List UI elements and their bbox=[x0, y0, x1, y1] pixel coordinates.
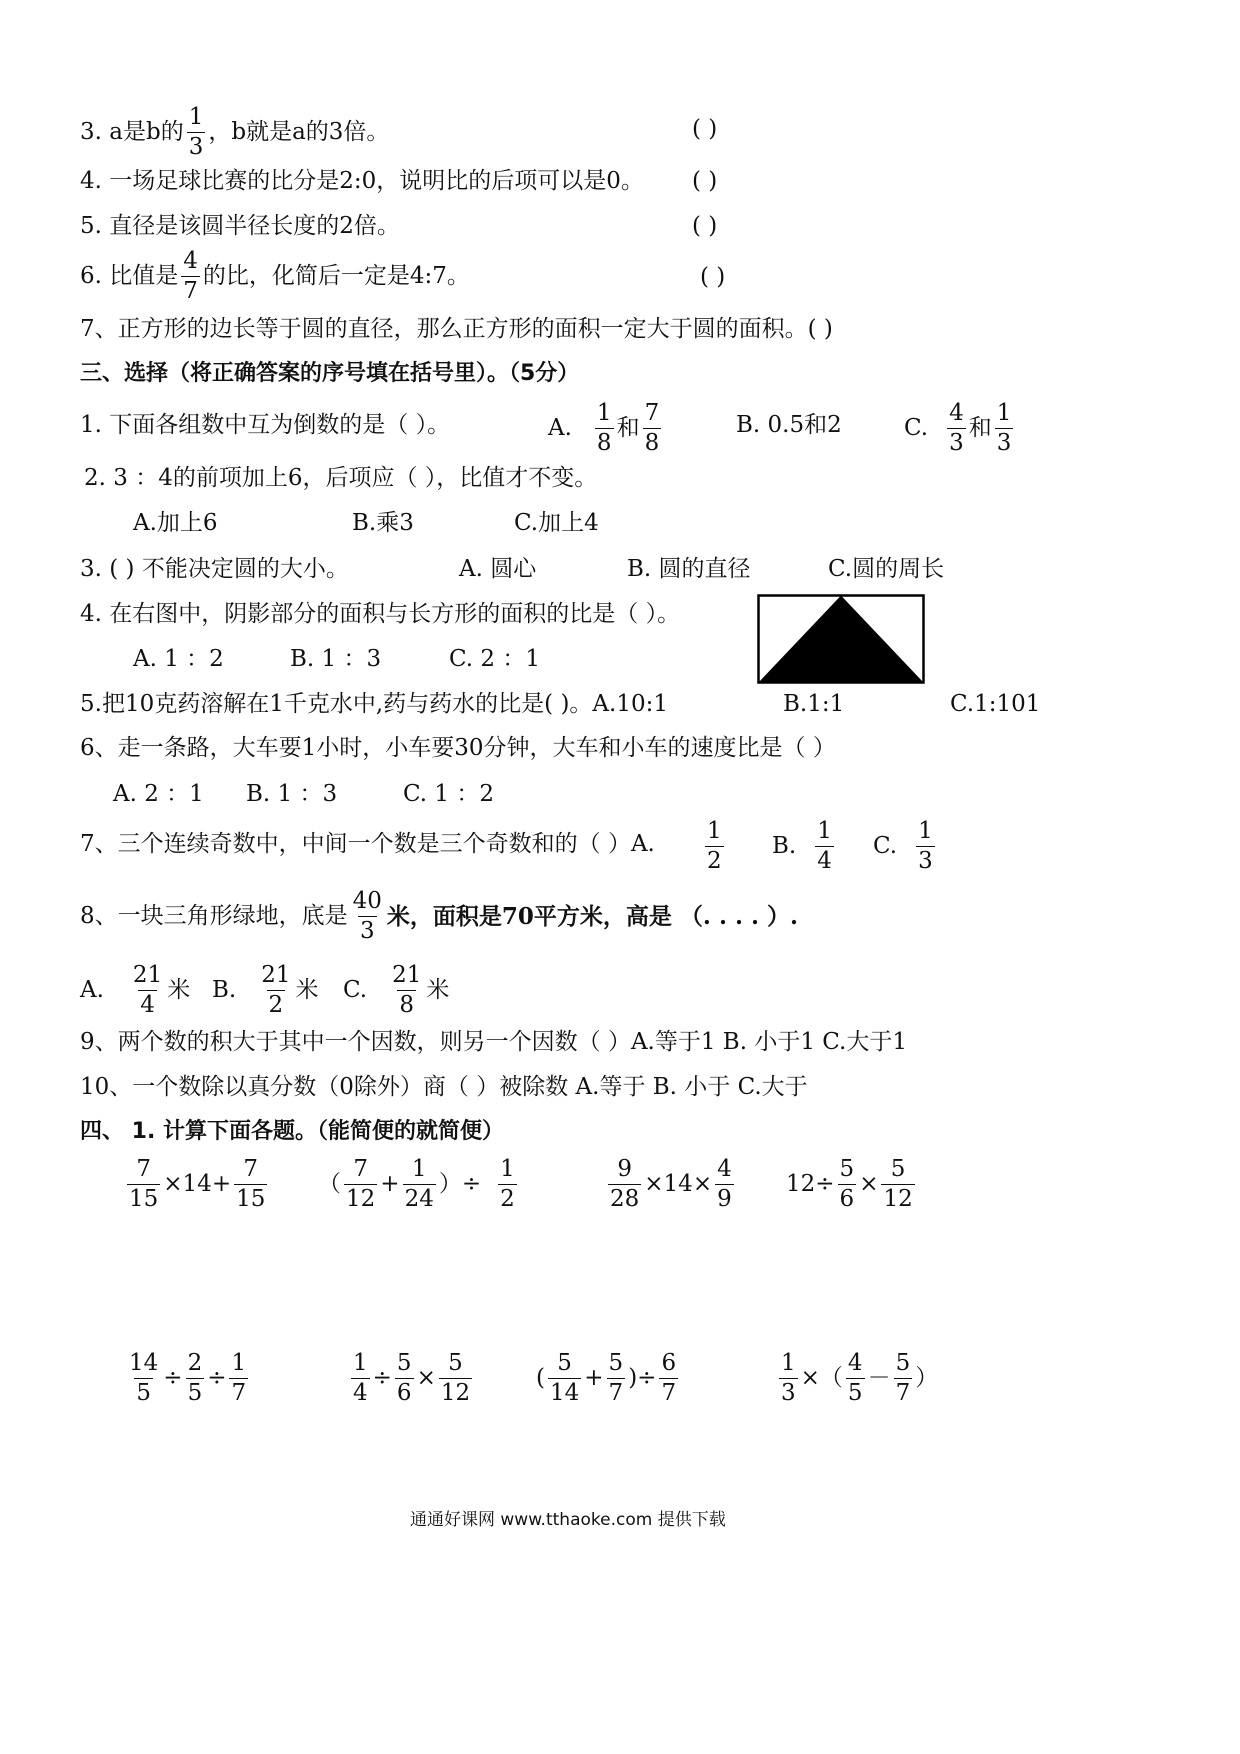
operator: × bbox=[859, 1171, 879, 1197]
q8-text-post: 米，面积是70平方米，高是 （. . . . ）. bbox=[386, 903, 799, 930]
judge-item-4: 4. 一场足球比赛的比分是2:0，说明比的后项可以是0。 bbox=[80, 168, 644, 194]
choice-q1: 1. 下面各组数中互为倒数的是（ ）。 bbox=[80, 412, 451, 438]
choice-q6: 6、走一条路，大车要1小时，小车要30分钟，大车和小车的速度比是（ ） bbox=[80, 735, 836, 761]
choice-q1-option-b: B. 0.5和2 bbox=[736, 412, 842, 438]
choice-q8-option-b bbox=[212, 964, 319, 1017]
operator: ÷ bbox=[163, 1365, 183, 1391]
fraction: $\frac{1}{2}$ bbox=[707, 818, 722, 874]
operator: ÷ bbox=[207, 1365, 227, 1391]
paren: （ bbox=[318, 1171, 341, 1197]
fraction: $\frac{7}{15}$ bbox=[236, 1156, 266, 1212]
fraction: $\frac{1}{3}$ bbox=[918, 818, 933, 874]
operator: ×（ bbox=[800, 1365, 843, 1391]
rectangle-triangle-figure bbox=[757, 594, 925, 684]
choice-q7-option-a bbox=[702, 820, 727, 873]
answer-paren[interactable]: ( ) bbox=[692, 213, 718, 239]
fraction: $\frac{4}{7}$ bbox=[183, 248, 198, 304]
judge-item-6 bbox=[80, 250, 470, 303]
fraction: $\frac{40}{3}$ bbox=[352, 888, 382, 944]
fraction: $\frac{5}{6}$ bbox=[839, 1156, 855, 1212]
q8-text-pre: 8、一块三角形绿地，底是 bbox=[80, 903, 348, 929]
and-word: 和 bbox=[968, 415, 992, 441]
fraction: $\frac{9}{28}$ bbox=[610, 1156, 640, 1212]
fraction: $\frac{6}{7}$ bbox=[661, 1350, 677, 1406]
choice-q4-option-b: B. 1 ：3 bbox=[290, 646, 382, 672]
choice-q5-option-b: B.1:1 bbox=[783, 691, 845, 717]
calc-expression-6 bbox=[348, 1352, 475, 1405]
operator: － bbox=[867, 1365, 891, 1391]
choice-q8-option-c bbox=[343, 964, 449, 1017]
judge-3-text-post: ，b就是a的3倍。 bbox=[208, 119, 390, 145]
fraction: $\frac{21}{8}$ bbox=[392, 962, 422, 1018]
option-label: C. bbox=[343, 977, 368, 1003]
operator: 12÷ bbox=[786, 1171, 835, 1197]
choice-q1-option-c bbox=[904, 402, 1016, 455]
choice-q2-option-c: C.加上4 bbox=[514, 510, 599, 536]
option-label: C. bbox=[904, 415, 929, 441]
choice-q5: 5.把10克药溶解在1千克水中,药与药水的比是( )。A.10:1 bbox=[80, 691, 668, 717]
operator: )÷ bbox=[628, 1365, 657, 1391]
operator: + bbox=[380, 1171, 400, 1197]
fraction: $\frac{1}{24}$ bbox=[404, 1156, 434, 1212]
choice-q2: 2. 3 ：4的前项加上6，后项应（ ），比值才不变。 bbox=[84, 465, 598, 491]
fraction: $\frac{4}{3}$ bbox=[949, 400, 964, 456]
footer-credit: 通通好课网 www.tthaoke.com 提供下载 bbox=[410, 1510, 726, 1530]
answer-paren[interactable]: ( ) bbox=[692, 116, 718, 142]
section-3-title: 三、选择（将正确答案的序号填在括号里）。（5分） bbox=[80, 361, 580, 386]
fraction: $\frac{1}{4}$ bbox=[817, 818, 832, 874]
operator: ×14× bbox=[644, 1171, 713, 1197]
answer-paren[interactable]: ( ) bbox=[700, 264, 726, 290]
choice-q5-option-c: C.1:101 bbox=[950, 691, 1041, 717]
calc-expression-5 bbox=[124, 1352, 251, 1405]
fraction: $\frac{21}{4}$ bbox=[132, 962, 163, 1018]
and-word: 和 bbox=[616, 415, 640, 441]
paren: ( bbox=[536, 1365, 545, 1391]
choice-q3-option-b: B. 圆的直径 bbox=[627, 556, 751, 582]
choice-q2-option-a: A.加上6 bbox=[133, 510, 218, 536]
fraction: $\frac{5}{12}$ bbox=[440, 1350, 471, 1406]
operator: × bbox=[416, 1365, 436, 1391]
choice-q7-option-c bbox=[873, 820, 938, 873]
operator: ÷ bbox=[372, 1365, 392, 1391]
choice-q3-option-c: C.圆的周长 bbox=[828, 556, 945, 582]
calc-expression-2 bbox=[318, 1158, 520, 1211]
judge-item-7: 7、正方形的边长等于圆的直径，那么正方形的面积一定大于圆的面积。( ) bbox=[80, 316, 833, 342]
choice-q2-option-b: B.乘3 bbox=[352, 510, 414, 536]
choice-q8 bbox=[80, 890, 798, 943]
fraction: $\frac{1}{2}$ bbox=[500, 1156, 515, 1212]
option-label: A. bbox=[80, 977, 104, 1003]
fraction: $\frac{1}{7}$ bbox=[231, 1350, 247, 1406]
option-label: B. bbox=[772, 833, 797, 859]
fraction: $\frac{21}{2}$ bbox=[261, 962, 291, 1018]
calc-expression-4 bbox=[786, 1158, 918, 1211]
fraction: $\frac{1}{8}$ bbox=[596, 400, 612, 456]
section-4-title: 四、 1. 计算下面各题。（能简便的就简便） bbox=[80, 1119, 504, 1144]
judge-6-text-pre: 6. 比值是 bbox=[80, 263, 179, 289]
unit: 米 bbox=[295, 977, 319, 1003]
choice-q7: 7、三个连续奇数中，中间一个数是三个奇数和的（ ）A. bbox=[80, 831, 655, 857]
choice-q9: 9、两个数的积大于其中一个因数，则另一个因数（ ）A.等于1 B. 小于1 C.大于1 bbox=[80, 1029, 908, 1055]
fraction: $\frac{5}{6}$ bbox=[396, 1350, 412, 1406]
choice-q1-option-a bbox=[548, 402, 664, 455]
fraction: $\frac{5}{7}$ bbox=[608, 1350, 624, 1406]
choice-q7-option-b bbox=[772, 820, 837, 873]
option-label: C. bbox=[873, 833, 898, 859]
fraction: $\frac{1}{4}$ bbox=[353, 1350, 368, 1406]
fraction: $\frac{7}{8}$ bbox=[644, 400, 660, 456]
fraction: $\frac{7}{12}$ bbox=[346, 1156, 376, 1212]
judge-item-5: 5. 直径是该圆半径长度的2倍。 bbox=[80, 213, 400, 239]
judge-3-text-pre: 3. a是b的 bbox=[80, 119, 184, 145]
choice-q4: 4. 在右图中，阴影部分的面积与长方形的面积的比是（ ）。 bbox=[80, 601, 681, 627]
fraction: $\frac{7}{15}$ bbox=[129, 1156, 159, 1212]
calc-expression-1 bbox=[124, 1158, 270, 1211]
choice-q4-option-a: A. 1 ：2 bbox=[133, 646, 224, 672]
fraction: $\frac{4}{5}$ bbox=[847, 1350, 863, 1406]
fraction: $\frac{2}{5}$ bbox=[187, 1350, 203, 1406]
choice-q6-option-b: B. 1 ：3 bbox=[246, 781, 338, 807]
operator: ×14+ bbox=[163, 1171, 232, 1197]
judge-6-text-post: 的比，化简后一定是4:7。 bbox=[202, 263, 470, 289]
choice-q4-option-c: C. 2 ：1 bbox=[449, 646, 540, 672]
fraction: $\frac{5}{7}$ bbox=[895, 1350, 911, 1406]
calc-expression-3 bbox=[605, 1158, 737, 1211]
fraction: $\frac{1}{3}$ bbox=[781, 1350, 796, 1406]
unit: 米 bbox=[167, 977, 191, 1003]
choice-q8-option-a bbox=[80, 964, 190, 1017]
fraction: $\frac{5}{12}$ bbox=[883, 1156, 913, 1212]
fraction: $\frac{1}{3}$ bbox=[996, 400, 1012, 456]
option-label: B. bbox=[212, 977, 237, 1003]
unit: 米 bbox=[426, 977, 450, 1003]
option-label: A. bbox=[548, 415, 572, 441]
fraction: $\frac{5}{14}$ bbox=[549, 1350, 580, 1406]
calc-expression-7 bbox=[536, 1352, 681, 1405]
operator: + bbox=[584, 1365, 604, 1391]
fraction: $\frac{4}{9}$ bbox=[717, 1156, 732, 1212]
operator: ）÷ bbox=[438, 1171, 482, 1197]
fraction: $\frac{1}{3}$ bbox=[188, 104, 204, 160]
choice-q10: 10、一个数除以真分数（0除外）商（ ）被除数 A.等于 B. 小于 C.大于 bbox=[80, 1074, 808, 1100]
choice-q6-option-a: A. 2 ：1 bbox=[113, 781, 204, 807]
paren: ） bbox=[915, 1365, 939, 1391]
judge-item-3 bbox=[80, 106, 389, 159]
fraction: $\frac{14}{5}$ bbox=[129, 1350, 159, 1406]
choice-q3: 3. ( ) 不能决定圆的大小。 bbox=[80, 556, 349, 582]
choice-q3-option-a: A. 圆心 bbox=[459, 556, 537, 582]
choice-q6-option-c: C. 1 ：2 bbox=[403, 781, 494, 807]
answer-paren[interactable]: ( ) bbox=[692, 168, 718, 194]
calc-expression-8 bbox=[776, 1352, 938, 1405]
